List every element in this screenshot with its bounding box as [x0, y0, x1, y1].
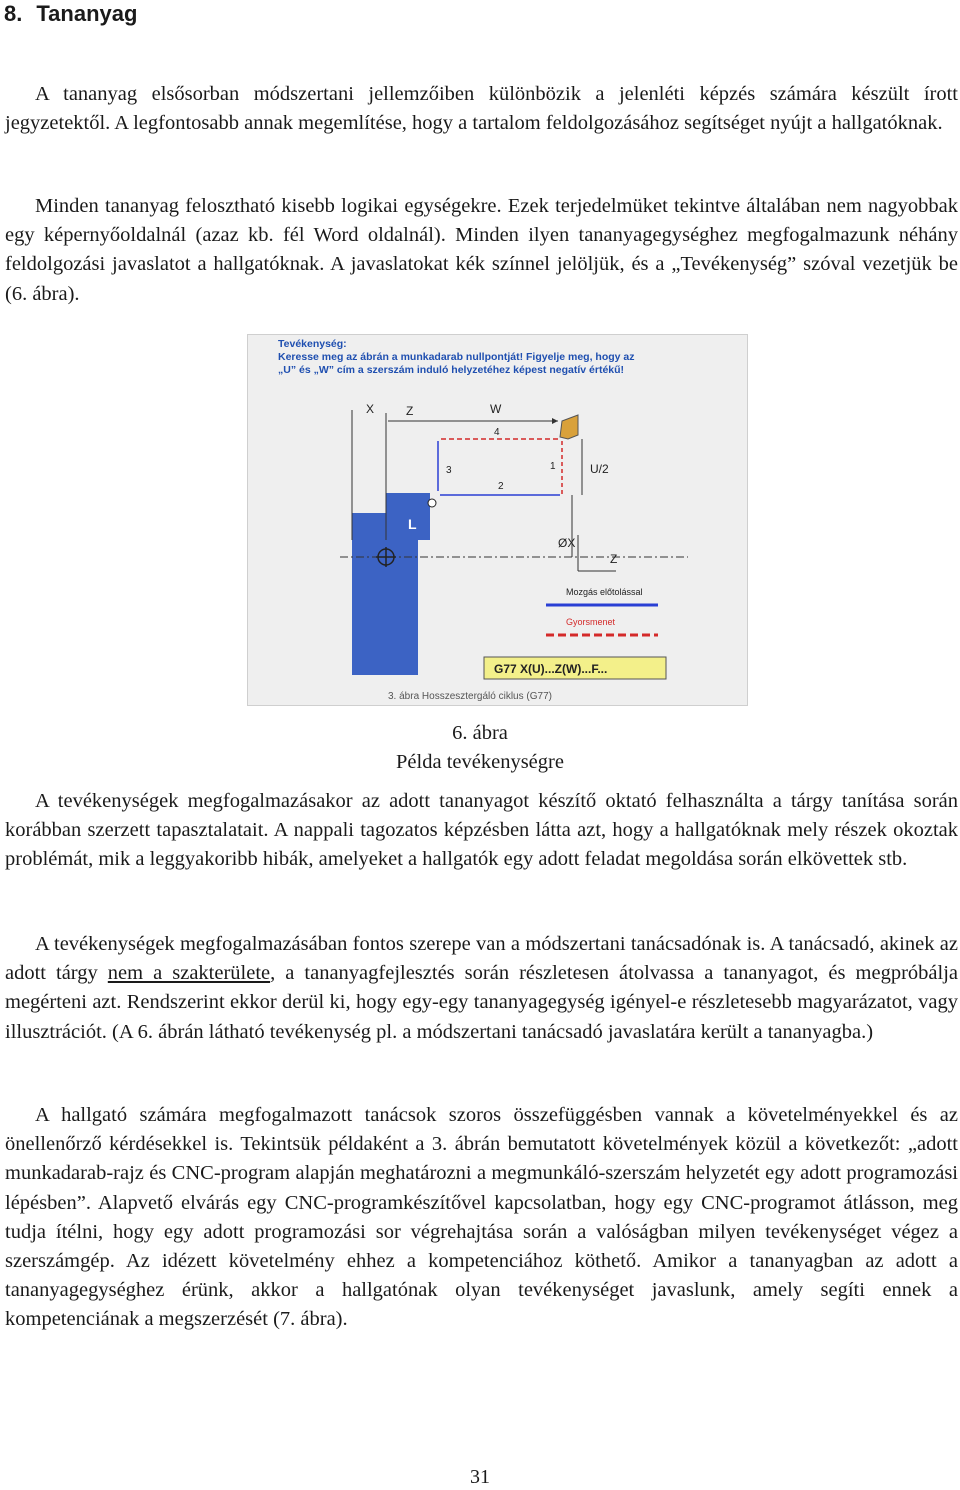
paragraph-activities: A tevékenységek megfogalmazásakor az adott tananyagot készítő oktató felhasználta a tárgy tanítása során korábban szerzett tapasztalatait. A nappali tagozatos képzésben látta azt, hogy a hallgatóknak mely részek okoztak problémát, mik a leggyakoribb hibák, amelyeket a hallgatók egy adott feladat megoldása során elkövettek stb.: [5, 790, 958, 871]
label-step-1: 1: [550, 461, 556, 472]
code-box-text: G77 X(U)...Z(W)...F...: [494, 662, 608, 676]
figure-inner-caption: 3. ábra Hosszesztergáló ciklus (G77): [388, 691, 552, 702]
paragraph-requirements: A hallgató számára megfogalmazott tanácsok szoros összefüggésben vannak a követelményekkel és az önellenőrző kérdésekkel is. Tekintsük példaként a 3. ábrán bemutatott követelmények közül a következőt: „adott munkadarab-rajz és CNC-program alapján meghatározni a megmunkáló-szerszám helyzetét egy adott programozási lépésben”. Alapvető elvárás egy CNC-programkészítővel kapcsolatban, hogy egy CNC-programot átlásson, meg tudja ítélni, hogy egy adott programozási sor végrehajtása során a valóságban milyen tevékenységet végez a szerszámgép. Az idézett követelmény ehhez a kompetenciához köthető. Amikor a tananyagban az adott a tananyagegységhez érünk, akkor a hallgatónak olyan tevékenységet javaslunk, amely segíti ennek a kompetenciának a megszerzését (7. ábra).: [5, 1104, 958, 1331]
label-z-right: Z: [610, 552, 618, 566]
legend-feed-label: Mozgás előtolással: [566, 587, 643, 597]
figure-caption-title: Példa tevékenységre: [396, 751, 564, 773]
page-number: 31: [470, 1466, 490, 1488]
label-step-4: 4: [494, 427, 500, 438]
label-u2: U/2: [590, 462, 609, 476]
figure-illustration: [248, 335, 747, 705]
label-ox: ØX: [558, 536, 576, 550]
figure-activity-line1: Keresse meg az ábrán a munkadarab nullpontját! Figyelje meg, hogy az: [278, 351, 635, 363]
paragraph-advisor: [5, 930, 958, 1047]
paragraph-units: Minden tananyag felosztható kisebb logikai egységekre. Ezek terjedelmüket tekintve általában nem nagyobbak egy képernyőoldalnál (azaz kb. fél Word oldalnál). Minden ilyen tananyagegységhez megfogalmazunk néhány feldolgozási javaslatot a hallgatóknak. A javaslatokat kék színnel jelöljük, és a „Tevékenység” szóval vezetjük be (6. ábra).: [5, 195, 958, 305]
figure-activity-label: Tevékenység:: [278, 338, 347, 350]
tool-shape: [560, 415, 578, 439]
figure-caption-number: 6. ábra: [452, 722, 508, 744]
underlined-phrase: nem a szakterülete: [107, 962, 271, 985]
workpiece-shape: [352, 493, 430, 675]
section-title: Tananyag: [36, 1, 138, 26]
legend-rapid-label: Gyorsmenet: [566, 617, 616, 627]
label-l: L: [408, 516, 417, 532]
paragraph-intro: A tananyag elsősorban módszertani jellemzőiben különbözik a jelenléti képzés számára készült írott jegyzetektől. A legfontosabb annak megemlítése, hogy a tartalom feldolgozásához segítséget nyújt a hallgatóknak.: [5, 83, 958, 135]
figure-activity-line2: „U” és „W” cím a szerszám induló helyzetéhez képest negatív értékű!: [278, 364, 625, 376]
section-heading: [4, 0, 137, 28]
label-z-top: Z: [406, 404, 414, 418]
paragraph-advisor-part2: , a tananyagfejlesztés során részletesen átolvassa a tananyagot, és megpróbálja megérteni azt. Rendszerint ekkor derül ki, hogy egy-egy tananyagegység igényel-e részletesebb magyarázatot, vagy illusztrációt. (A 6. ábrán látható tevékenység pl. a módszertani tanácsadó javaslatára került a tananyagba.): [5, 962, 958, 1043]
paragraph-advisor-part1: A tevékenységek megfogalmazásában fontos szerepe van a módszertani tanácsadónak is. A tanácsadó, akinek az adott tárgy: [5, 933, 958, 985]
label-step-2: 2: [498, 481, 504, 492]
label-w: W: [490, 402, 502, 416]
figure-activity-example: [247, 334, 748, 706]
section-number: 8.: [4, 1, 23, 26]
label-step-3: 3: [446, 465, 452, 476]
label-x-top: X: [366, 402, 375, 416]
reference-point: [428, 499, 436, 507]
